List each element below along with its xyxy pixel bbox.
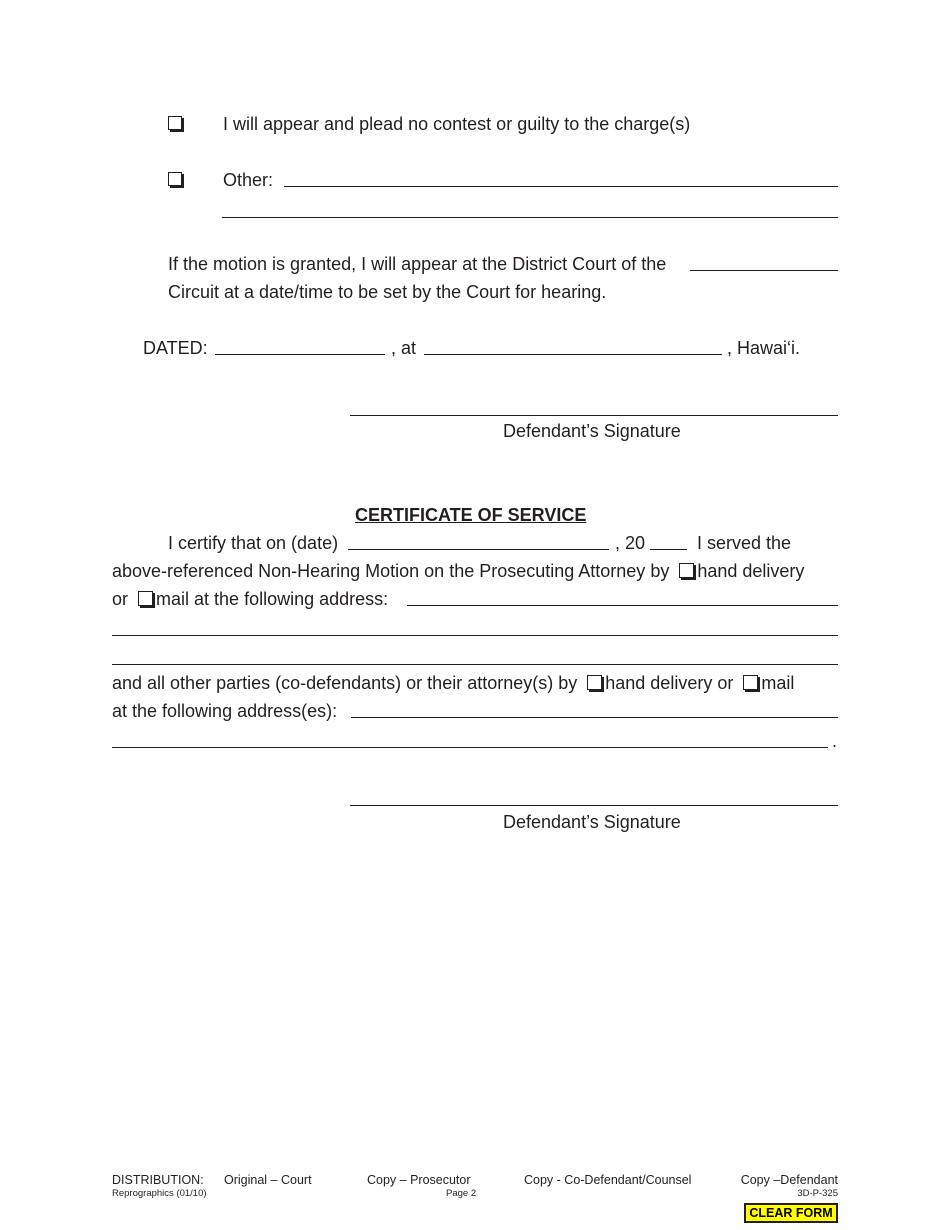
- prosecuting-attorney-text: above-referenced Non-Hearing Motion on the Prosecuting Attorney by: [112, 561, 670, 581]
- served-text: I served the: [697, 533, 792, 553]
- parties-hand-delivery-checkbox[interactable]: [587, 675, 602, 690]
- other-input-line-2[interactable]: [222, 217, 838, 218]
- parties-address-line-1[interactable]: [351, 717, 838, 718]
- distribution-copy-defendant: Copy –Defendant: [740, 1173, 838, 1187]
- year-prefix: , 20: [615, 533, 646, 553]
- certificate-heading: CERTIFICATE OF SERVICE: [355, 505, 587, 525]
- distribution-copy-codefendant: Copy - Co-Defendant/Counsel: [524, 1173, 692, 1187]
- hawaii-label: , Hawai‘i.: [727, 338, 801, 358]
- prosecutor-hand-delivery-checkbox[interactable]: [679, 563, 694, 578]
- service-date-input-line[interactable]: [348, 549, 609, 550]
- certify-text: I certify that on (date): [168, 533, 339, 553]
- prosecutor-address-line-3[interactable]: [112, 664, 838, 665]
- page-number: Page 2: [446, 1188, 477, 1199]
- prosecutor-mail-label: mail at the following address:: [156, 589, 389, 609]
- dated-input-line[interactable]: [215, 354, 385, 355]
- distribution-original: Original – Court: [224, 1173, 312, 1187]
- prosecutor-address-line-1[interactable]: [407, 605, 838, 606]
- appear-plead-checkbox[interactable]: [168, 116, 182, 130]
- circuit-input-line[interactable]: [690, 270, 838, 271]
- signature-line-2[interactable]: [350, 805, 838, 806]
- reprographics-label: Reprographics (01/10): [112, 1188, 207, 1199]
- parties-address-line-2[interactable]: [112, 747, 828, 748]
- address-period: .: [832, 731, 838, 751]
- distribution-copy-prosecutor: Copy – Prosecutor: [367, 1173, 471, 1187]
- or-text: or: [112, 589, 129, 609]
- motion-text-line-1: If the motion is granted, I will appear at the District Court of the: [168, 254, 667, 274]
- prosecutor-mail-checkbox[interactable]: [138, 591, 153, 606]
- prosecutor-address-line-2[interactable]: [112, 635, 838, 636]
- certify-line-4: [112, 672, 794, 694]
- signature-line-1[interactable]: [350, 415, 838, 416]
- certify-line-3: [112, 588, 388, 610]
- prosecutor-hand-delivery-label: hand delivery: [697, 561, 805, 581]
- parties-mail-checkbox[interactable]: [743, 675, 758, 690]
- signature-label-2: Defendant’s Signature: [503, 812, 681, 832]
- service-year-input-line[interactable]: [650, 549, 687, 550]
- dated-at-label: , at: [391, 338, 417, 358]
- location-input-line[interactable]: [424, 354, 722, 355]
- parties-hand-delivery-label: hand delivery or: [605, 673, 734, 693]
- other-label: Other:: [223, 170, 274, 190]
- addresses-label: at the following address(es):: [112, 701, 338, 721]
- motion-text-line-2: Circuit at a date/time to be set by the Court for hearing.: [168, 282, 607, 302]
- distribution-label: DISTRIBUTION:: [112, 1173, 204, 1187]
- clear-form-button[interactable]: CLEAR FORM: [744, 1203, 838, 1223]
- certify-line-2: [112, 560, 804, 582]
- other-parties-text: and all other parties (co-defendants) or their attorney(s) by: [112, 673, 578, 693]
- other-input-line-1[interactable]: [284, 186, 838, 187]
- parties-mail-label: mail: [761, 673, 795, 693]
- other-checkbox[interactable]: [168, 172, 182, 186]
- form-number: 3D-P-325: [797, 1188, 838, 1199]
- signature-label-1: Defendant’s Signature: [503, 421, 681, 441]
- appear-plead-label: I will appear and plead no contest or guilty to the charge(s): [223, 114, 691, 134]
- dated-label: DATED:: [143, 338, 208, 358]
